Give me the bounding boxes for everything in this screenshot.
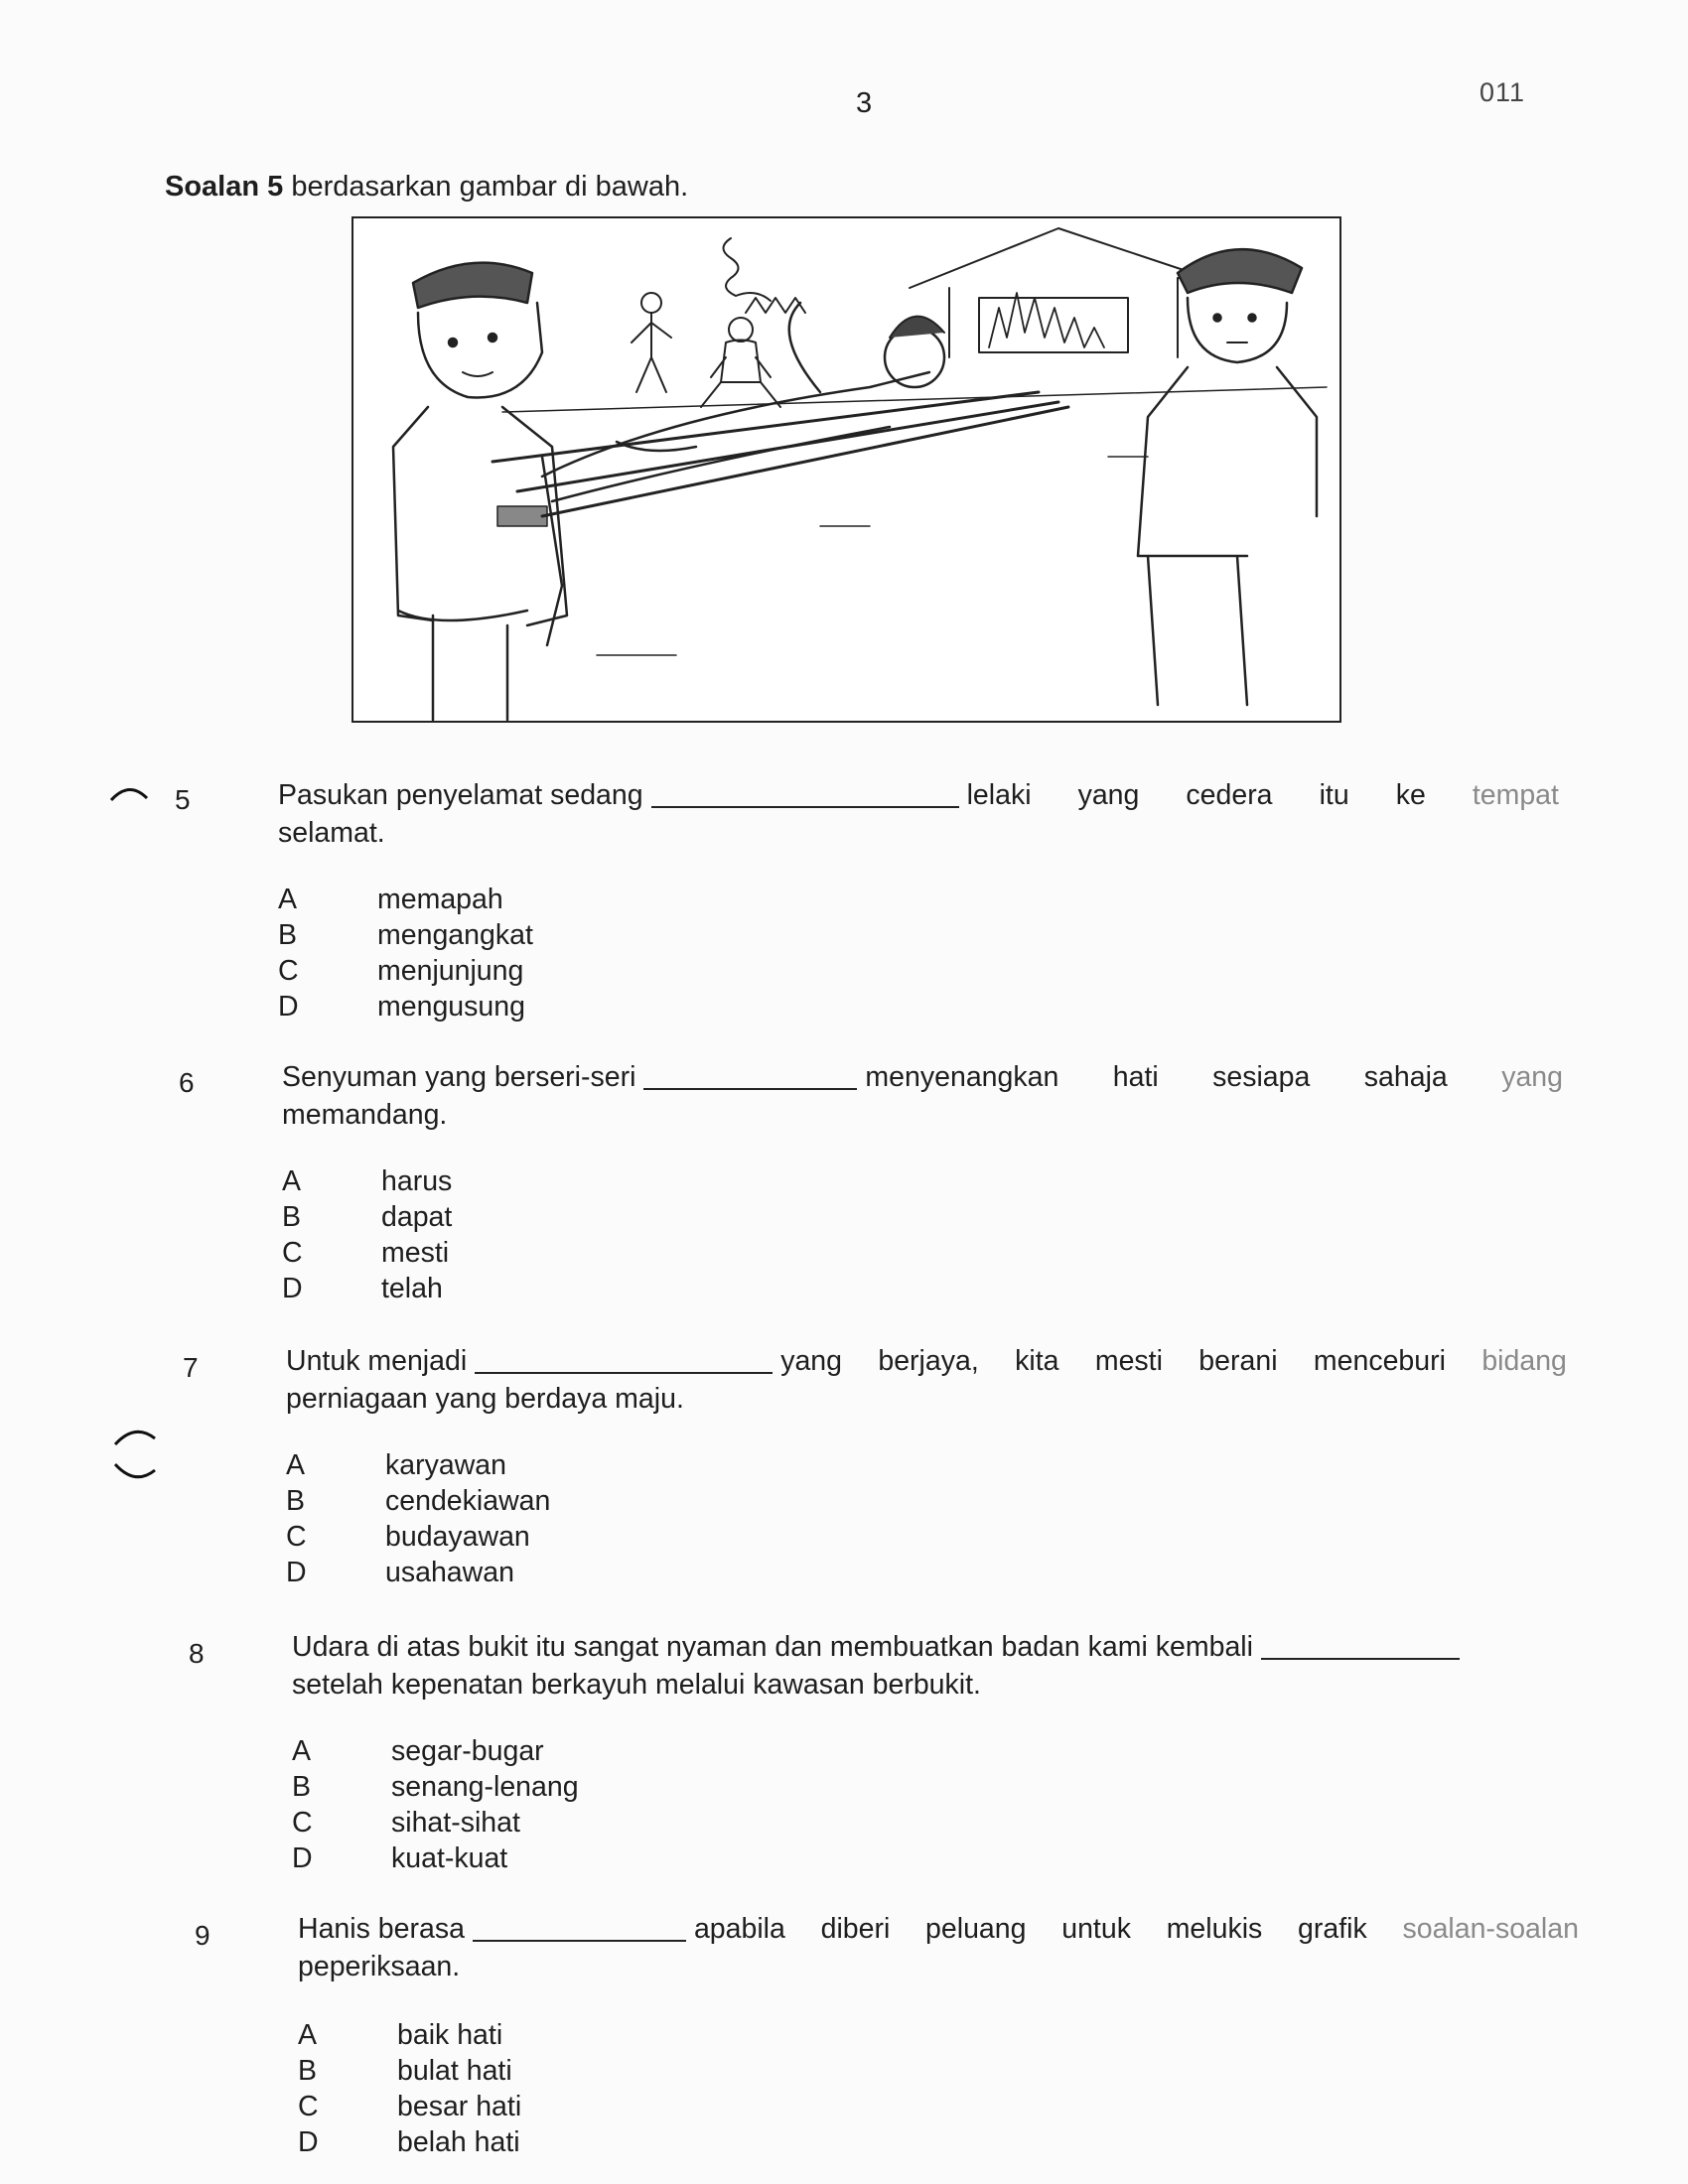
option-letter: B xyxy=(278,919,298,951)
question-number: 5 xyxy=(175,784,191,815)
stem-before: Untuk menjadi xyxy=(286,1345,468,1377)
stem-word: bidang xyxy=(1481,1345,1567,1377)
answer-options xyxy=(298,2017,521,2160)
option-text: karyawan xyxy=(385,1449,506,1481)
stem-line-2: selamat. xyxy=(278,817,385,849)
intro-rest: berdasarkan gambar di bawah. xyxy=(283,171,689,203)
question-number: 7 xyxy=(183,1352,199,1383)
stem-word: soalan-soalan xyxy=(1402,1913,1579,1945)
answer-options xyxy=(292,1733,579,1876)
option[interactable] xyxy=(278,882,533,917)
question-number: 9 xyxy=(195,1920,211,1951)
option-text: menjunjung xyxy=(377,955,524,987)
stem-before: Senyuman yang berseri-seri xyxy=(282,1061,636,1093)
option[interactable] xyxy=(278,953,533,989)
option-text: besar hati xyxy=(397,2091,522,2122)
option-text: segar-bugar xyxy=(391,1735,544,1767)
option-letter: A xyxy=(278,884,298,915)
question-number: 8 xyxy=(189,1638,205,1669)
option-letter: D xyxy=(278,991,299,1023)
question-stem xyxy=(286,1342,1567,1418)
question-stem xyxy=(292,1628,1573,1704)
option[interactable] xyxy=(286,1555,550,1590)
option[interactable] xyxy=(292,1805,579,1841)
option[interactable] xyxy=(282,1199,452,1235)
option[interactable] xyxy=(292,1769,579,1805)
option-letter: B xyxy=(286,1485,306,1517)
intro-bold: Soalan 5 xyxy=(165,171,284,203)
option-letter: A xyxy=(292,1735,312,1767)
question-intro xyxy=(165,171,688,204)
option[interactable] xyxy=(282,1163,452,1199)
stem-before: Hanis berasa xyxy=(298,1913,465,1945)
question-number: 6 xyxy=(179,1067,195,1098)
option-letter: B xyxy=(298,2055,318,2087)
stem-word: sesiapa xyxy=(1212,1061,1311,1093)
option-text: usahawan xyxy=(385,1557,514,1588)
option[interactable] xyxy=(298,2124,521,2160)
stem-word: yang xyxy=(780,1345,842,1377)
stem-word: itu xyxy=(1319,779,1349,811)
stem-word: untuk xyxy=(1061,1913,1131,1945)
stem-word: ke xyxy=(1395,779,1426,811)
option[interactable] xyxy=(298,2017,521,2053)
option-letter: C xyxy=(298,2091,319,2122)
option-letter: D xyxy=(282,1273,303,1304)
option-text: mesti xyxy=(381,1237,450,1269)
stem-word: lelaki xyxy=(966,779,1032,811)
answer-blank xyxy=(473,1916,686,1942)
stem-line-2: peperiksaan. xyxy=(298,1951,461,1982)
option-letter: C xyxy=(292,1807,313,1839)
answer-options xyxy=(278,882,533,1024)
option-letter: C xyxy=(286,1521,307,1553)
option-text: cendekiawan xyxy=(385,1485,551,1517)
stem-word: diberi xyxy=(820,1913,891,1945)
question-stem xyxy=(278,776,1559,852)
stem-line-2: setelah kepenatan berkayuh melalui kawasan berbukit. xyxy=(292,1669,981,1701)
stem-before: Pasukan penyelamat sedang xyxy=(278,779,643,811)
stem-word: yang xyxy=(1077,779,1140,811)
option-text: memapah xyxy=(377,884,503,915)
stem-word: grafik xyxy=(1298,1913,1367,1945)
answer-blank xyxy=(643,1064,857,1090)
option-letter: C xyxy=(282,1237,303,1269)
answer-blank xyxy=(475,1348,773,1374)
option-text: mengangkat xyxy=(377,919,533,951)
option-letter: D xyxy=(292,1843,313,1874)
option[interactable] xyxy=(278,917,533,953)
stem-word: peluang xyxy=(925,1913,1027,1945)
stem-word: menyenangkan xyxy=(865,1061,1059,1093)
option-letter: D xyxy=(298,2126,319,2158)
stem-line-2: memandang. xyxy=(282,1099,448,1131)
option-text: dapat xyxy=(381,1201,453,1233)
stem-line-2: perniagaan yang berdaya maju. xyxy=(286,1383,684,1415)
option[interactable] xyxy=(282,1235,452,1271)
option[interactable] xyxy=(286,1483,550,1519)
rescue-illustration xyxy=(352,216,1341,723)
stem-word: cedera xyxy=(1186,779,1273,811)
option-text: kuat-kuat xyxy=(391,1843,508,1874)
option[interactable] xyxy=(292,1733,579,1769)
stem-word: menceburi xyxy=(1313,1345,1446,1377)
option-letter: A xyxy=(286,1449,306,1481)
answer-blank xyxy=(651,782,959,808)
option-text: telah xyxy=(381,1273,443,1304)
page-number: 3 xyxy=(856,87,873,119)
punch-hole-mark xyxy=(111,1425,161,1484)
answer-options xyxy=(286,1447,550,1590)
paper-code: 011 xyxy=(1479,77,1526,107)
stem-word: kita xyxy=(1015,1345,1059,1377)
question-stem xyxy=(282,1058,1563,1134)
option[interactable] xyxy=(298,2089,521,2124)
question-stem xyxy=(298,1910,1579,1985)
option-letter: A xyxy=(298,2019,318,2051)
stem-word: tempat xyxy=(1472,779,1559,811)
option-text: baik hati xyxy=(397,2019,503,2051)
option-letter: B xyxy=(292,1771,312,1803)
stem-word: mesti xyxy=(1094,1345,1163,1377)
option-letter: C xyxy=(278,955,299,987)
option-letter: A xyxy=(282,1165,302,1197)
option-text: belah hati xyxy=(397,2126,520,2158)
option-letter: D xyxy=(286,1557,307,1588)
option-text: sihat-sihat xyxy=(391,1807,520,1839)
option-text: bulat hati xyxy=(397,2055,512,2087)
option-text: mengusung xyxy=(377,991,525,1023)
option[interactable] xyxy=(278,989,533,1024)
stem-word: apabila xyxy=(693,1913,785,1945)
punch-hole-mark xyxy=(109,784,149,804)
stem-word: sahaja xyxy=(1363,1061,1448,1093)
stem-word: melukis xyxy=(1166,1913,1263,1945)
option[interactable] xyxy=(286,1447,550,1483)
option[interactable] xyxy=(292,1841,579,1876)
option[interactable] xyxy=(286,1519,550,1555)
stem-word: hati xyxy=(1112,1061,1159,1093)
option-text: harus xyxy=(381,1165,453,1197)
stem-word: berjaya, xyxy=(878,1345,979,1377)
stem-before: Udara di atas bukit itu sangat nyaman dan membuatkan badan kami kembali xyxy=(292,1631,1253,1663)
option-text: budayawan xyxy=(385,1521,530,1553)
answer-blank xyxy=(1261,1634,1460,1660)
option[interactable] xyxy=(298,2053,521,2089)
stem-word: berani xyxy=(1198,1345,1278,1377)
option-letter: B xyxy=(282,1201,302,1233)
option[interactable] xyxy=(282,1271,452,1306)
answer-options xyxy=(282,1163,452,1306)
option-text: senang-lenang xyxy=(391,1771,579,1803)
stem-word: yang xyxy=(1501,1061,1563,1093)
